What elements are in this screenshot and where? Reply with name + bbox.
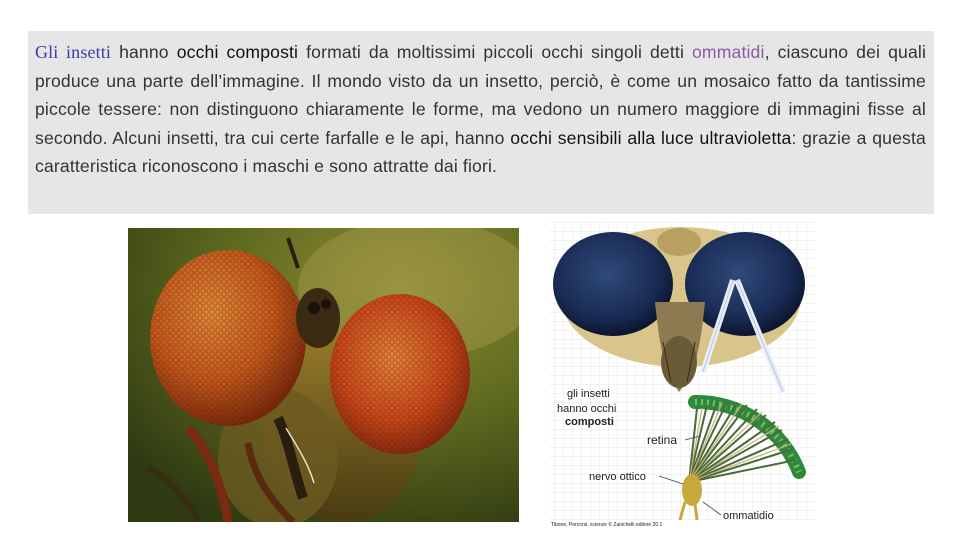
text-segment: hanno xyxy=(111,42,177,62)
compound-eye-diagram xyxy=(545,222,821,528)
label-title-line2: hanno occhi xyxy=(557,403,617,415)
description-paragraph xyxy=(35,38,926,181)
label-retina: retina xyxy=(647,433,678,447)
label-title-line1: gli insetti xyxy=(567,388,610,400)
label-ommatidio: ommatidio xyxy=(723,510,774,522)
figure-credit: Tibone, Percorsi, scienze © Zanichelli editore 20.1 xyxy=(551,522,663,528)
lead-text: Gli insetti xyxy=(35,42,112,62)
text-segment: , ciascuno dei quali produce una parte dell’immagine. Il mondo visto da un insetto, perciò, è come un mosaico fatto da tantissime piccole tessere: non distinguono chiaramente le forme, ma vedono un numero maggiore di immagini fisse al secondo. Alcuni insetti, tra cui certe farfalle e le api, hanno xyxy=(35,42,926,148)
text-segment: : grazie a questa caratteristica riconoscono i maschi e sono attratte dai fiori. xyxy=(35,127,926,177)
compound-eye-diagram-drawing xyxy=(545,222,821,528)
highlight-compound-eyes: occhi composti xyxy=(176,42,299,62)
term-ommatidi: ommatidi xyxy=(691,42,765,62)
text-box xyxy=(28,31,934,214)
highlight-uv-eyes: occhi sensibili alla luce ultravioletta xyxy=(510,127,792,148)
insect-eye-photo xyxy=(128,228,519,522)
text-segment: formati da moltissimi piccoli occhi singoli detti xyxy=(298,42,692,62)
label-optic-nerve: nervo ottico xyxy=(589,471,646,483)
label-title-line3: composti xyxy=(565,416,614,428)
insect-eye-photo-drawing xyxy=(128,228,519,522)
